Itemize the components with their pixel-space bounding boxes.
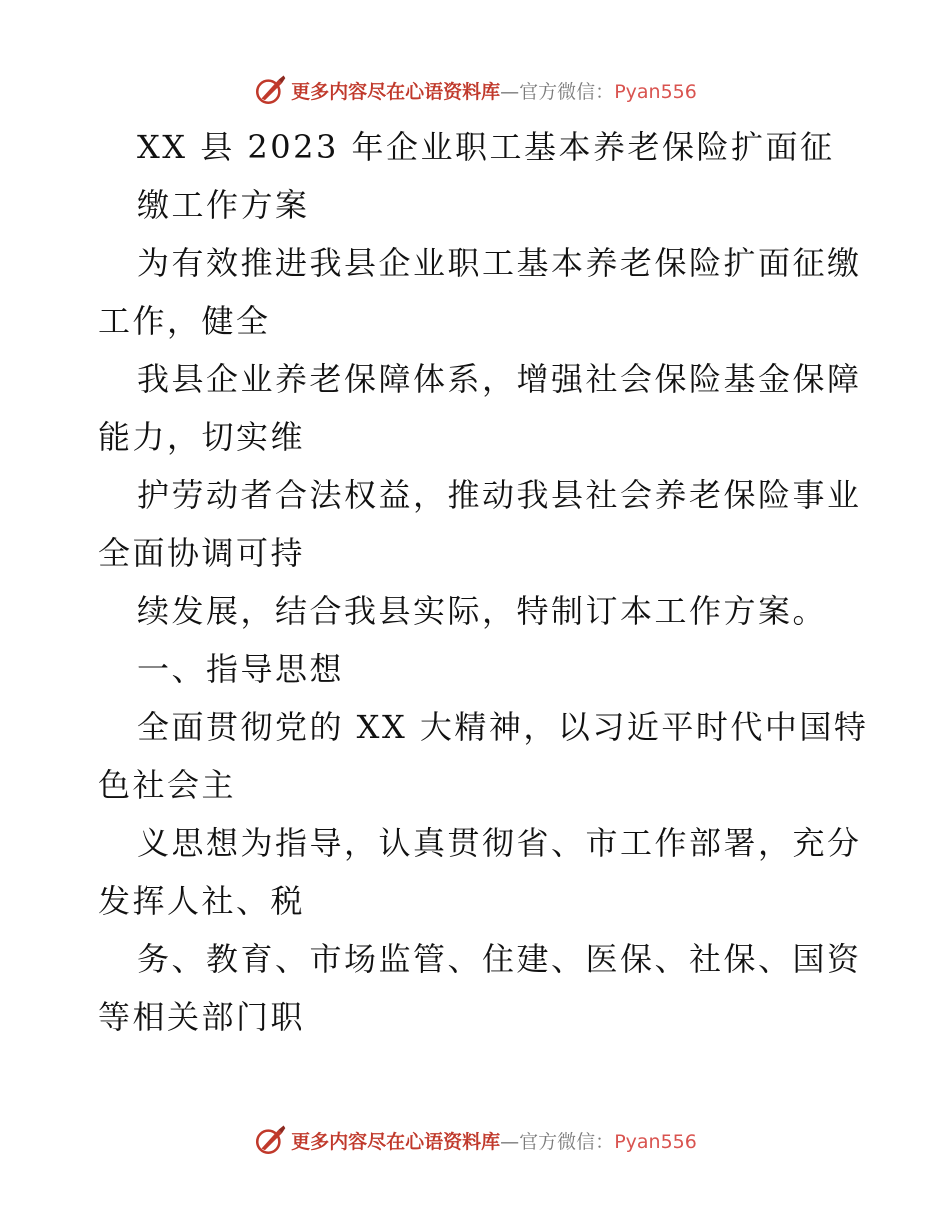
paragraph-line: 发挥人社、税	[98, 882, 306, 920]
watermark-site-text: 更多内容尽在心语资料库	[291, 80, 501, 103]
paragraph-line: 务、教育、市场监管、住建、医保、社保、国资	[137, 940, 862, 978]
quill-pen-logo-icon	[253, 1123, 287, 1157]
watermark-separator: —	[500, 1130, 520, 1153]
section-heading: 一、指导思想	[137, 650, 345, 688]
paragraph-line: 全面贯彻党的 XX 大精神，以习近平时代中国特	[137, 708, 869, 746]
paragraph-line: 等相关部门职	[98, 998, 306, 1036]
paragraph-line: 工作，健全	[98, 302, 271, 340]
paragraph-line: 我县企业养老保障体系，增强社会保险基金保障	[137, 360, 862, 398]
watermark-wechat-label: 官方微信：	[519, 80, 615, 103]
watermark-separator: —	[500, 80, 520, 103]
paragraph-line: 续发展，结合我县实际，特制订本工作方案。	[137, 592, 828, 630]
paragraph-line: 护劳动者合法权益，推动我县社会养老保险事业	[137, 476, 862, 514]
header-watermark	[0, 70, 950, 110]
footer-watermark	[0, 1120, 950, 1160]
paragraph-line: 义思想为指导，认真贯彻省、市工作部署，充分	[137, 824, 862, 862]
document-title-line-2: 缴工作方案	[137, 186, 310, 224]
watermark-wechat-id: Pyan556	[614, 80, 697, 103]
paragraph-line: 全面协调可持	[98, 534, 306, 572]
paragraph-line: 能力，切实维	[98, 418, 306, 456]
paragraph-line: 色社会主	[98, 766, 237, 804]
watermark-wechat-id: Pyan556	[614, 1130, 697, 1153]
document-title-line-1: XX 县 2023 年企业职工基本养老保险扩面征	[137, 128, 835, 166]
paragraph-line: 为有效推进我县企业职工基本养老保险扩面征缴	[137, 244, 862, 282]
watermark-site-text: 更多内容尽在心语资料库	[291, 1130, 501, 1153]
watermark-wechat-label: 官方微信：	[519, 1130, 615, 1153]
quill-pen-logo-icon	[253, 73, 287, 107]
